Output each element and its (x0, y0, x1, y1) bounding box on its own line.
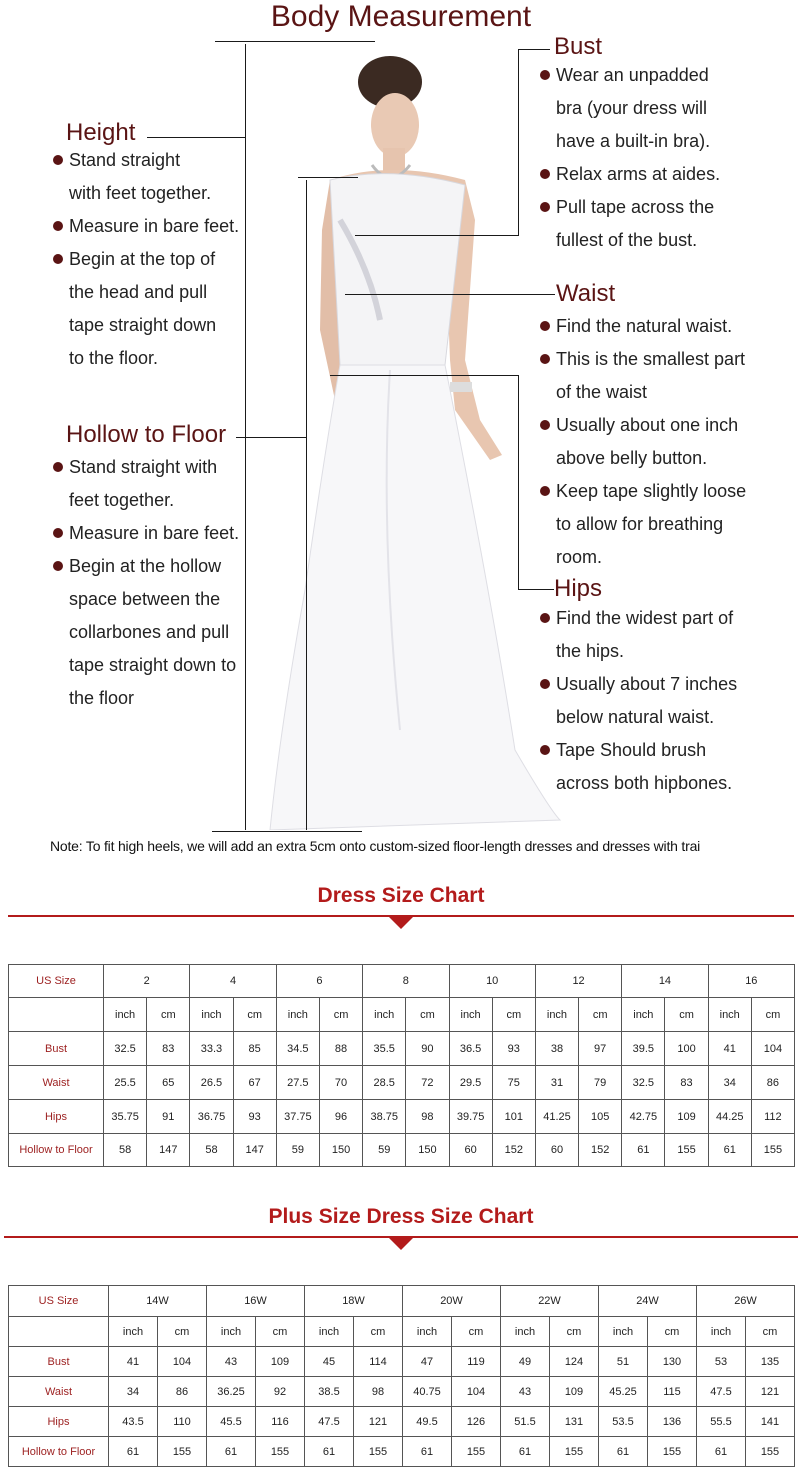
value-cell: 98 (354, 1377, 403, 1407)
value-cell: 96 (319, 1100, 362, 1134)
unit-cm-cell: cm (158, 1317, 207, 1347)
size-label-cell: US Size (9, 1286, 109, 1317)
table-unit-row (9, 998, 795, 1032)
size-header-cell: 8 (363, 965, 449, 998)
row-label-cell: Hips (9, 1100, 104, 1134)
hollow-top-line (298, 177, 358, 178)
value-cell: 40.75 (403, 1377, 452, 1407)
value-cell: 109 (256, 1347, 305, 1377)
floor-line (212, 831, 362, 832)
hollow-instruction-line: Stand straight with (69, 457, 218, 477)
value-cell: 59 (276, 1134, 319, 1167)
value-cell: 61 (501, 1437, 550, 1467)
value-cell: 86 (158, 1377, 207, 1407)
row-label-cell: Waist (9, 1377, 109, 1407)
hollow-vertical-line (306, 180, 307, 830)
value-cell: 70 (319, 1066, 362, 1100)
hips-instruction-line: Tape Should brush (556, 740, 707, 760)
size-header-cell: 10 (449, 965, 535, 998)
value-cell: 92 (256, 1377, 305, 1407)
hips-instruction-line: Usually about 7 inches (556, 674, 738, 694)
value-cell: 34 (109, 1377, 158, 1407)
hips-instruction-line: across both hipbones. (556, 773, 733, 793)
unit-inch-cell: inch (305, 1317, 354, 1347)
size-label-cell: US Size (9, 965, 104, 998)
value-cell: 60 (535, 1134, 578, 1167)
hollow-instruction-line: Measure in bare feet. (69, 523, 240, 543)
waist-bullet-icon (540, 420, 550, 430)
value-cell: 45.5 (207, 1407, 256, 1437)
value-cell: 51 (599, 1347, 648, 1377)
unit-inch-cell: inch (449, 998, 492, 1032)
value-cell: 105 (579, 1100, 622, 1134)
value-cell: 55.5 (697, 1407, 746, 1437)
value-cell: 150 (319, 1134, 362, 1167)
waist-bullet-icon (540, 321, 550, 331)
table-row (9, 1347, 795, 1377)
size-header-cell: 26W (697, 1286, 795, 1317)
value-cell: 37.75 (276, 1100, 319, 1134)
height-bullet-icon (53, 155, 63, 165)
hips-instruction-line: Find the widest part of (556, 608, 734, 628)
value-cell: 47.5 (305, 1407, 354, 1437)
waist-instruction-line: Keep tape slightly loose (556, 481, 747, 501)
value-cell: 38.5 (305, 1377, 354, 1407)
unit-cm-cell: cm (746, 1317, 795, 1347)
value-cell: 35.75 (104, 1100, 147, 1134)
hips-line-h (330, 375, 518, 376)
size-header-cell: 6 (276, 965, 362, 998)
row-label-cell: Hollow to Floor (9, 1437, 109, 1467)
hollow-instruction-line: the floor (69, 688, 135, 708)
height-instruction-line: tape straight down (69, 315, 217, 335)
value-cell: 61 (697, 1437, 746, 1467)
value-cell: 58 (190, 1134, 233, 1167)
value-cell: 60 (449, 1134, 492, 1167)
value-cell: 44.25 (708, 1100, 751, 1134)
value-cell: 35.5 (363, 1032, 406, 1066)
bust-instruction-line: Wear an unpadded (556, 65, 709, 85)
value-cell: 33.3 (190, 1032, 233, 1066)
value-cell: 58 (104, 1134, 147, 1167)
table-row (9, 1066, 795, 1100)
value-cell: 75 (492, 1066, 535, 1100)
dress-size-chart-title: Dress Size Chart (317, 884, 485, 907)
chart1-divider-arrow (389, 917, 413, 929)
value-cell: 26.5 (190, 1066, 233, 1100)
unit-inch-cell: inch (697, 1317, 746, 1347)
bust-instruction-line: bra (your dress will (556, 98, 708, 118)
empty-cell (9, 1317, 109, 1347)
value-cell: 131 (550, 1407, 599, 1437)
value-cell: 28.5 (363, 1066, 406, 1100)
table-unit-row (9, 1317, 795, 1347)
unit-inch-cell: inch (207, 1317, 256, 1347)
value-cell: 93 (492, 1032, 535, 1066)
value-cell: 36.75 (190, 1100, 233, 1134)
value-cell: 121 (354, 1407, 403, 1437)
size-header-cell: 24W (599, 1286, 697, 1317)
value-cell: 135 (746, 1347, 795, 1377)
dress-size-table (8, 964, 795, 1167)
hips-instruction-line: below natural waist. (556, 707, 715, 727)
waist-bullet-icon (540, 354, 550, 364)
hollow-instruction-line: feet together. (69, 490, 175, 510)
value-cell: 119 (452, 1347, 501, 1377)
table-row (9, 1100, 795, 1134)
value-cell: 31 (535, 1066, 578, 1100)
value-cell: 61 (305, 1437, 354, 1467)
table-row (9, 1437, 795, 1467)
bust-line-v (518, 49, 519, 236)
value-cell: 97 (579, 1032, 622, 1066)
size-header-cell: 18W (305, 1286, 403, 1317)
value-cell: 27.5 (276, 1066, 319, 1100)
hollow-heading: Hollow to Floor (66, 421, 227, 448)
value-cell: 41 (708, 1032, 751, 1066)
hollow-instruction-line: Begin at the hollow (69, 556, 222, 576)
value-cell: 38.75 (363, 1100, 406, 1134)
value-cell: 47.5 (697, 1377, 746, 1407)
plus-size-table (8, 1285, 795, 1467)
hips-heading: Hips (554, 575, 603, 602)
hollow-bullet-icon (53, 528, 63, 538)
unit-cm-cell: cm (452, 1317, 501, 1347)
size-header-cell: 2 (104, 965, 190, 998)
value-cell: 109 (550, 1377, 599, 1407)
waist-instruction-line: to allow for breathing (556, 514, 724, 534)
value-cell: 42.75 (622, 1100, 665, 1134)
value-cell: 49 (501, 1347, 550, 1377)
row-label-cell: Hollow to Floor (9, 1134, 104, 1167)
bust-instruction-line: have a built-in bra). (556, 131, 711, 151)
value-cell: 150 (406, 1134, 449, 1167)
value-cell: 83 (147, 1032, 190, 1066)
size-header-cell: 20W (403, 1286, 501, 1317)
value-cell: 25.5 (104, 1066, 147, 1100)
value-cell: 155 (158, 1437, 207, 1467)
value-cell: 112 (751, 1100, 794, 1134)
size-header-cell: 22W (501, 1286, 599, 1317)
bust-instruction-line: fullest of the bust. (556, 230, 698, 250)
value-cell: 101 (492, 1100, 535, 1134)
unit-inch-cell: inch (276, 998, 319, 1032)
waist-instruction-line: Usually about one inch (556, 415, 739, 435)
hollow-connector-line (236, 437, 306, 438)
value-cell: 67 (233, 1066, 276, 1100)
value-cell: 29.5 (449, 1066, 492, 1100)
table-row (9, 1032, 795, 1066)
value-cell: 34 (708, 1066, 751, 1100)
value-cell: 85 (233, 1032, 276, 1066)
dress-illustration (240, 30, 570, 830)
value-cell: 115 (648, 1377, 697, 1407)
value-cell: 49.5 (403, 1407, 452, 1437)
value-cell: 124 (550, 1347, 599, 1377)
unit-inch-cell: inch (599, 1317, 648, 1347)
hips-instruction-line: the hips. (556, 641, 625, 661)
value-cell: 110 (158, 1407, 207, 1437)
value-cell: 43.5 (109, 1407, 158, 1437)
unit-cm-cell: cm (354, 1317, 403, 1347)
value-cell: 59 (363, 1134, 406, 1167)
hollow-instruction-line: tape straight down to (69, 655, 237, 675)
value-cell: 39.75 (449, 1100, 492, 1134)
value-cell: 104 (158, 1347, 207, 1377)
value-cell: 147 (147, 1134, 190, 1167)
value-cell: 32.5 (622, 1066, 665, 1100)
waist-instruction-line: above belly button. (556, 448, 708, 468)
height-connector-line (147, 137, 245, 138)
value-cell: 61 (403, 1437, 452, 1467)
value-cell: 61 (599, 1437, 648, 1467)
unit-cm-cell: cm (550, 1317, 599, 1347)
height-instruction-line: Measure in bare feet. (69, 216, 240, 236)
height-heading: Height (66, 119, 136, 146)
value-cell: 91 (147, 1100, 190, 1134)
hollow-bullet-icon (53, 561, 63, 571)
hips-line-v (518, 375, 519, 590)
value-cell: 83 (665, 1066, 708, 1100)
value-cell: 155 (452, 1437, 501, 1467)
value-cell: 53.5 (599, 1407, 648, 1437)
bust-bullet-icon (540, 202, 550, 212)
value-cell: 155 (665, 1134, 708, 1167)
value-cell: 51.5 (501, 1407, 550, 1437)
size-header-cell: 16W (207, 1286, 305, 1317)
waist-instruction-line: Find the natural waist. (556, 316, 733, 336)
note-text: Note: To fit high heels, we will add an extra 5cm onto custom-sized floor-length dresses and dresses with trai (50, 838, 701, 854)
value-cell: 45 (305, 1347, 354, 1377)
value-cell: 79 (579, 1066, 622, 1100)
table-header-row (9, 1286, 795, 1317)
hollow-instruction-line: collarbones and pull (69, 622, 230, 642)
unit-cm-cell: cm (406, 998, 449, 1032)
unit-cm-cell: cm (665, 998, 708, 1032)
value-cell: 65 (147, 1066, 190, 1100)
value-cell: 136 (648, 1407, 697, 1437)
value-cell: 61 (109, 1437, 158, 1467)
value-cell: 90 (406, 1032, 449, 1066)
unit-cm-cell: cm (751, 998, 794, 1032)
bust-line-h (355, 235, 519, 236)
waist-instruction-line: This is the smallest part (556, 349, 746, 369)
height-bullet-icon (53, 221, 63, 231)
value-cell: 155 (751, 1134, 794, 1167)
hips-connector-line (518, 589, 554, 590)
unit-cm-cell: cm (256, 1317, 305, 1347)
value-cell: 100 (665, 1032, 708, 1066)
unit-cm-cell: cm (648, 1317, 697, 1347)
value-cell: 32.5 (104, 1032, 147, 1066)
size-header-cell: 4 (190, 965, 276, 998)
value-cell: 155 (746, 1437, 795, 1467)
value-cell: 88 (319, 1032, 362, 1066)
table-header-row (9, 965, 795, 998)
value-cell: 41 (109, 1347, 158, 1377)
value-cell: 86 (751, 1066, 794, 1100)
size-header-cell: 14W (109, 1286, 207, 1317)
value-cell: 34.5 (276, 1032, 319, 1066)
value-cell: 93 (233, 1100, 276, 1134)
row-label-cell: Bust (9, 1032, 104, 1066)
value-cell: 38 (535, 1032, 578, 1066)
height-instruction-line: to the floor. (69, 348, 159, 368)
unit-inch-cell: inch (403, 1317, 452, 1347)
waist-instruction-line: room. (556, 547, 603, 567)
value-cell: 43 (207, 1347, 256, 1377)
value-cell: 147 (233, 1134, 276, 1167)
unit-inch-cell: inch (109, 1317, 158, 1347)
unit-cm-cell: cm (147, 998, 190, 1032)
value-cell: 61 (708, 1134, 751, 1167)
hips-bullet-icon (540, 745, 550, 755)
height-instruction-line: Stand straight (69, 150, 181, 170)
value-cell: 45.25 (599, 1377, 648, 1407)
value-cell: 43 (501, 1377, 550, 1407)
unit-inch-cell: inch (501, 1317, 550, 1347)
value-cell: 114 (354, 1347, 403, 1377)
value-cell: 98 (406, 1100, 449, 1134)
value-cell: 36.5 (449, 1032, 492, 1066)
bust-instruction-line: Relax arms at aides. (556, 164, 721, 184)
value-cell: 155 (550, 1437, 599, 1467)
height-top-line (215, 41, 375, 42)
value-cell: 61 (622, 1134, 665, 1167)
value-cell: 47 (403, 1347, 452, 1377)
bust-heading: Bust (554, 33, 603, 60)
unit-cm-cell: cm (579, 998, 622, 1032)
hips-bullet-icon (540, 613, 550, 623)
empty-cell (9, 998, 104, 1032)
row-label-cell: Bust (9, 1347, 109, 1377)
value-cell: 126 (452, 1407, 501, 1437)
row-label-cell: Waist (9, 1066, 104, 1100)
row-label-cell: Hips (9, 1407, 109, 1437)
unit-cm-cell: cm (319, 998, 362, 1032)
bust-bullet-icon (540, 70, 550, 80)
bust-bullet-icon (540, 169, 550, 179)
waist-heading: Waist (556, 280, 616, 307)
value-cell: 141 (746, 1407, 795, 1437)
value-cell: 104 (452, 1377, 501, 1407)
table-row (9, 1407, 795, 1437)
waist-line-h (345, 294, 555, 295)
unit-inch-cell: inch (622, 998, 665, 1032)
chart2-divider-arrow (389, 1238, 413, 1250)
value-cell: 121 (746, 1377, 795, 1407)
value-cell: 152 (492, 1134, 535, 1167)
unit-inch-cell: inch (363, 998, 406, 1032)
unit-inch-cell: inch (708, 998, 751, 1032)
page-title: Body Measurement (270, 0, 532, 33)
value-cell: 155 (256, 1437, 305, 1467)
hips-bullet-icon (540, 679, 550, 689)
table-row (9, 1377, 795, 1407)
value-cell: 104 (751, 1032, 794, 1066)
value-cell: 130 (648, 1347, 697, 1377)
value-cell: 155 (354, 1437, 403, 1467)
unit-cm-cell: cm (492, 998, 535, 1032)
unit-inch-cell: inch (190, 998, 233, 1032)
hollow-bullet-icon (53, 462, 63, 472)
value-cell: 36.25 (207, 1377, 256, 1407)
height-instruction-line: the head and pull (69, 282, 208, 302)
unit-cm-cell: cm (233, 998, 276, 1032)
size-header-cell: 16 (708, 965, 794, 998)
waist-bullet-icon (540, 486, 550, 496)
value-cell: 39.5 (622, 1032, 665, 1066)
waist-instruction-line: of the waist (556, 382, 648, 402)
bust-instruction-line: Pull tape across the (556, 197, 715, 217)
value-cell: 53 (697, 1347, 746, 1377)
table-row (9, 1134, 795, 1167)
value-cell: 155 (648, 1437, 697, 1467)
bust-connector-line (518, 49, 550, 50)
value-cell: 109 (665, 1100, 708, 1134)
unit-inch-cell: inch (535, 998, 578, 1032)
value-cell: 41.25 (535, 1100, 578, 1134)
height-bullet-icon (53, 254, 63, 264)
height-instruction-line: Begin at the top of (69, 249, 216, 269)
size-header-cell: 14 (622, 965, 708, 998)
height-instruction-line: with feet together. (69, 183, 212, 203)
hollow-instruction-line: space between the (69, 589, 221, 609)
plus-size-chart-title: Plus Size Dress Size Chart (268, 1205, 534, 1228)
value-cell: 61 (207, 1437, 256, 1467)
value-cell: 152 (579, 1134, 622, 1167)
unit-inch-cell: inch (104, 998, 147, 1032)
value-cell: 116 (256, 1407, 305, 1437)
value-cell: 72 (406, 1066, 449, 1100)
size-header-cell: 12 (535, 965, 621, 998)
